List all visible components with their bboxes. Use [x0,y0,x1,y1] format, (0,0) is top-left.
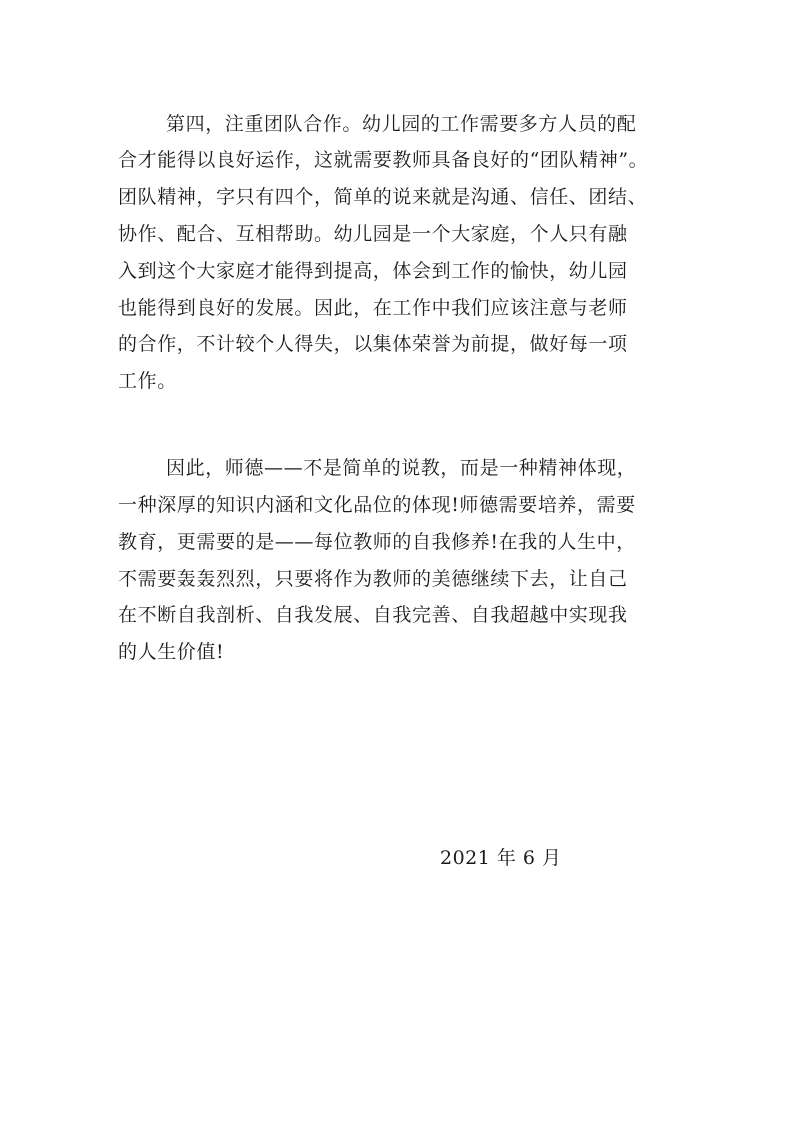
paragraph-1-line: 协作、配合、互相帮助。幼儿园是一个大家庭，个人只有融 [118,223,628,245]
paragraph-2-line: 教育，更需要的是——每位教师的自我修养!在我的人生中， [118,531,636,553]
document-date: 2021 年 6 月 [440,847,562,869]
paragraph-1-line: 团队精神，字只有四个，简单的说来就是沟通、信任、团结、 [118,186,648,208]
paragraph-2-line: 因此，师德——不是简单的说教，而是一种精神体现， [166,457,637,479]
paragraph-1-line: 第四，注重团队合作。幼儿园的工作需要多方人员的配 [166,113,637,135]
paragraph-2-line: 在不断自我剖析、自我发展、自我完善、自我超越中实现我 [118,604,628,626]
paragraph-2-line: 的人生价值! [118,641,225,663]
paragraph-2-line: 一种深厚的知识内涵和文化品位的体现!师德需要培养，需要 [118,494,636,516]
paragraph-2-line: 不需要轰轰烈烈，只要将作为教师的美德继续下去，让自己 [118,568,628,590]
paragraph-1-line: 的合作，不计较个人得失，以集体荣誉为前提，做好每一项 [118,333,628,355]
paragraph-1-line: 工作。 [118,370,177,392]
paragraph-1-line: 合才能得以良好运作，这就需要教师具备良好的“团队精神”。 [118,149,649,171]
paragraph-1-line: 入到这个大家庭才能得到提高，体会到工作的愉快，幼儿园 [118,260,628,282]
paragraph-1-line: 也能得到良好的发展。因此，在工作中我们应该注意与老师 [118,297,628,319]
